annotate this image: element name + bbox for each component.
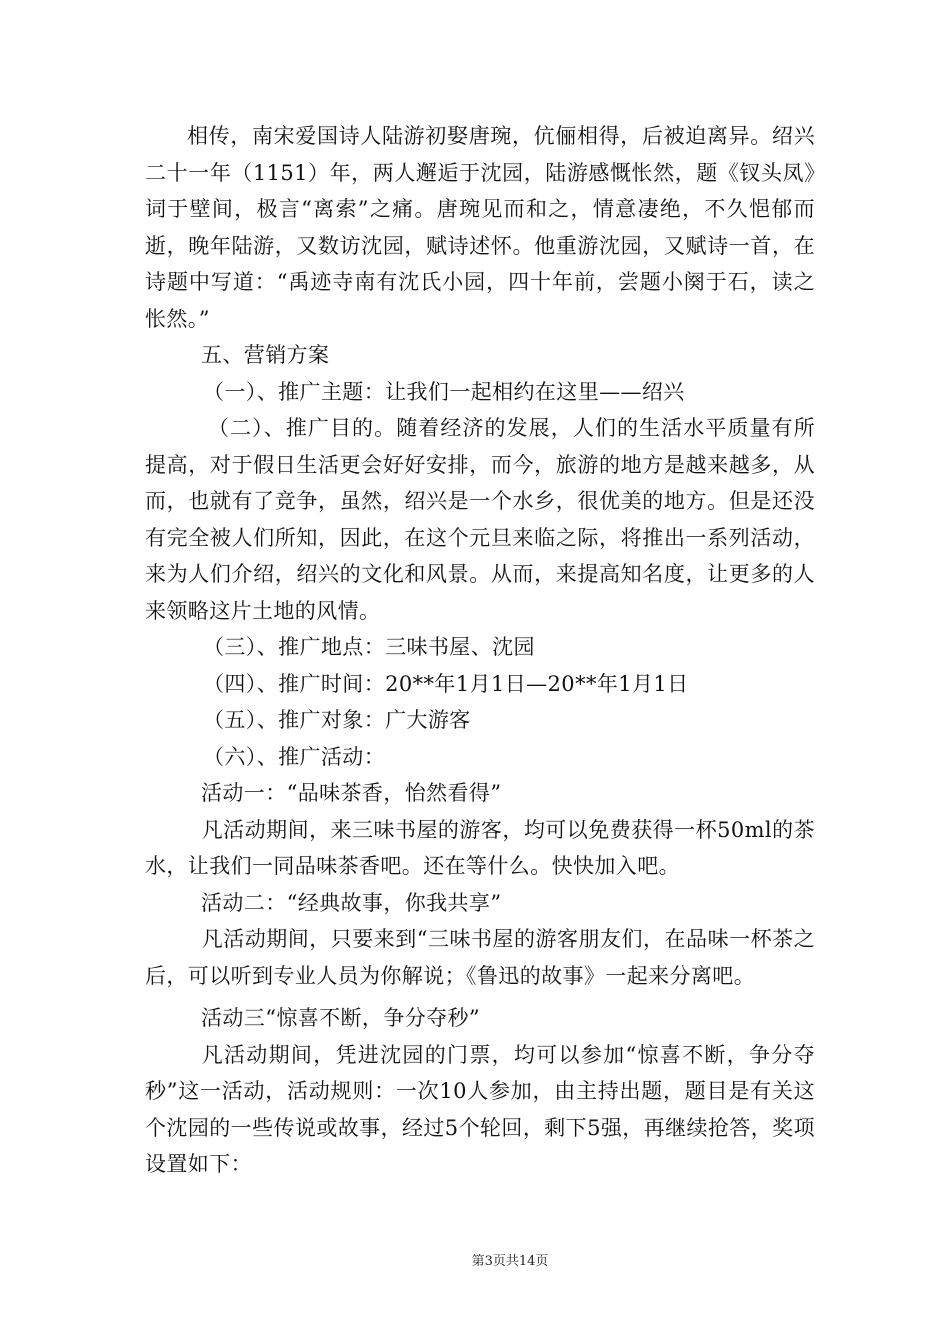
- activity-one-title: 活动一：“品味茶香，怡然看得”: [201, 781, 502, 805]
- activity-one-body: 凡活动期间，来三味书屋的游客，均可以免费获得一杯50ml的茶水，让我们一同品味茶香吧。还在等什么。快快加入吧。: [145, 817, 815, 878]
- activity-two-title: 活动二：“经典故事，你我共享”: [201, 890, 502, 915]
- promo-theme: （一）、推广主题：让我们一起相约在这里——绍兴: [203, 379, 685, 404]
- document-body: [145, 118, 815, 1183]
- activity-three-title: 活动三“惊喜不断，争分夺秒”: [201, 1006, 481, 1030]
- promo-audience: （五）、推广对象：广大游客: [203, 708, 471, 732]
- section-heading-marketing: 五、营销方案: [201, 343, 330, 367]
- promo-purpose: （二）、推广目的。随着经济的发展，人们的生活水平质量有所提高，对于假日生活更会好好安排，而今，旅游的地方是越来越多，从而，也就有了竞争，虽然，绍兴是一个水乡，很优美的地方。但是还没有完全被人们所知，因此，在这个元旦来临之际，将推出一系列活动，来为人们介绍，绍兴的文化和风景。从而，来提高知名度，让更多的人来领略这片土地的风情。: [145, 416, 815, 623]
- promo-activities: （六）、推广活动：: [203, 744, 386, 769]
- paragraph-legend: 相传，南宋爱国诗人陆游初娶唐琬，伉俪相得，后被迫离异。绍兴二十一年（1151）年，两人邂逅于沈园，陆游感慨怅然，题《钗头凤》词于壁间，极言“离索”之痛。唐琬见而和之，情意凄绝，不久悒郁而逝，晚年陆游，又数访沈园，赋诗述怀。他重游沈园，又赋诗一首，在诗题中写道：“禹迹寺南有沈氏小园，四十年前，尝题小阕于石，读之怅然。”: [145, 124, 815, 331]
- promo-time: （四）、推广时间：20**年1月1日—20**年1月1日: [203, 671, 689, 696]
- activity-two-body: 凡活动期间，只要来到“三味书屋的游客朋友们，在品味一杯茶之后，可以听到专业人员为你解说；《鲁迅的故事》一起来分离吧。: [145, 927, 815, 988]
- page-number: 第3页共14页: [471, 1254, 549, 1269]
- activity-three-body: 凡活动期间，凭进沈园的门票，均可以参加“惊喜不断，争分夺秒”这一活动，活动规则：一次10人参加，由主持出题，题目是有关这个沈园的一些传说或故事，经过5个轮回，剩下5强，再继续抢答，奖项设置如下：: [145, 1042, 815, 1176]
- promo-location: （三）、推广地点：三味书屋、沈园: [203, 635, 535, 659]
- page-footer: [0, 1250, 950, 1269]
